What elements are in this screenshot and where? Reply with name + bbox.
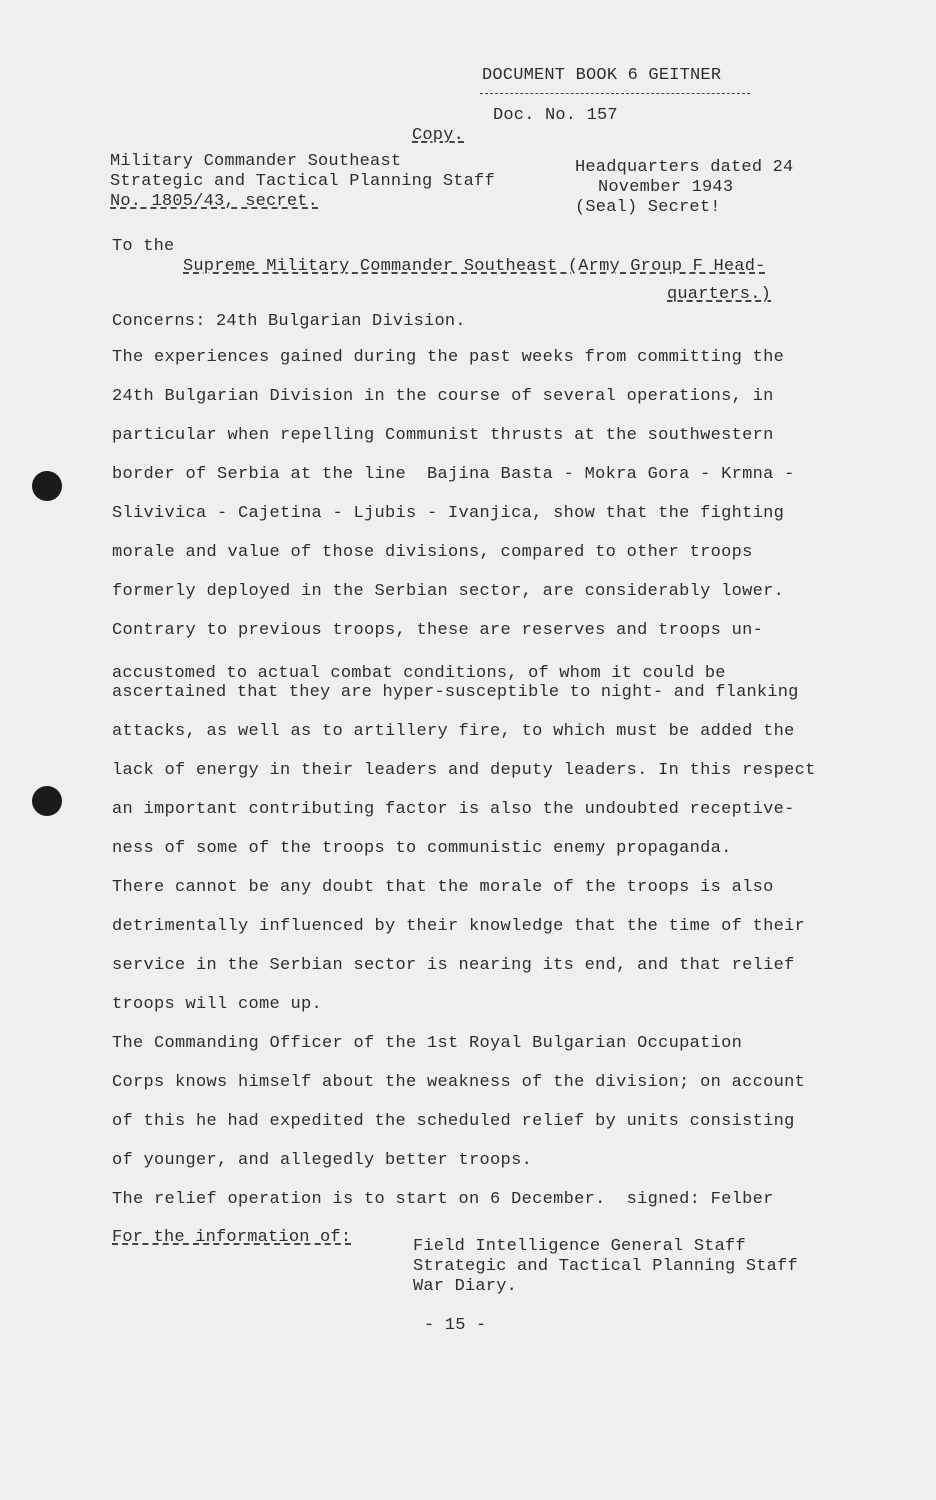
dateline-line-1: Headquarters dated 24 xyxy=(575,158,794,177)
body-line: The experiences gained during the past weeks from committing the xyxy=(112,348,785,367)
sender-line-3: No. 1805/43, secret. xyxy=(110,192,319,211)
body-line: particular when repelling Communist thrusts at the southwestern xyxy=(112,426,774,445)
punch-hole-top xyxy=(32,471,62,501)
sender-line-2: Strategic and Tactical Planning Staff xyxy=(110,172,495,191)
recipient-line-1: Supreme Military Commander Southeast (Army Group F Head- xyxy=(183,257,766,276)
body-paragraph-1 xyxy=(112,338,795,650)
body-line: There cannot be any doubt that the morale of the troops is also xyxy=(112,878,774,897)
body-line: The relief operation is to start on 6 December. signed: Felber xyxy=(112,1190,774,1209)
doc-number: Doc. No. 157 xyxy=(493,106,618,125)
body-line: 24th Bulgarian Division in the course of several operations, in xyxy=(112,387,774,406)
body-line: service in the Serbian sector is nearing its end, and that relief xyxy=(112,956,795,975)
distribution-label: For the information of: xyxy=(112,1228,352,1247)
body-line-tight-2: ascertained that they are hyper-susceptible to night- and flanking xyxy=(112,683,799,702)
body-line: formerly deployed in the Serbian sector, are considerably lower. xyxy=(112,582,785,601)
body-line: Contrary to previous troops, these are reserves and troops un- xyxy=(112,621,764,640)
body-line: of younger, and allegedly better troops. xyxy=(112,1151,533,1170)
body-line: morale and value of those divisions, compared to other troops xyxy=(112,543,753,562)
header-rule xyxy=(480,93,750,94)
body-line: The Commanding Officer of the 1st Royal Bulgarian Occupation xyxy=(112,1034,743,1053)
distribution-line-1: Field Intelligence General Staff xyxy=(413,1237,746,1256)
dateline-line-3: (Seal) Secret! xyxy=(575,198,721,217)
subject-line: Concerns: 24th Bulgarian Division. xyxy=(112,312,466,331)
page-number: - 15 - xyxy=(424,1316,487,1335)
copy-label: Copy. xyxy=(412,126,465,145)
body-line: Slivivica - Cajetina - Ljubis - Ivanjica, show that the fighting xyxy=(112,504,785,523)
body-paragraph-2 xyxy=(112,712,816,1219)
body-line: attacks, as well as to artillery fire, to which must be added the xyxy=(112,722,795,741)
document-book-label: DOCUMENT BOOK 6 GEITNER xyxy=(482,66,722,85)
distribution-line-2: Strategic and Tactical Planning Staff xyxy=(413,1257,798,1276)
body-line: border of Serbia at the line Bajina Basta - Mokra Gora - Krmna - xyxy=(112,465,795,484)
body-line: lack of energy in their leaders and deputy leaders. In this respect xyxy=(112,761,816,780)
body-line: an important contributing factor is also the undoubted receptive- xyxy=(112,800,795,819)
sender-line-1: Military Commander Southeast xyxy=(110,152,402,171)
body-line: detrimentally influenced by their knowledge that the time of their xyxy=(112,917,806,936)
body-line: ness of some of the troops to communistic enemy propaganda. xyxy=(112,839,732,858)
dateline-line-2: November 1943 xyxy=(598,178,734,197)
recipient-to: To the xyxy=(112,237,175,256)
body-line: troops will come up. xyxy=(112,995,323,1014)
body-line: of this he had expedited the scheduled relief by units consisting xyxy=(112,1112,795,1131)
distribution-line-3: War Diary. xyxy=(413,1277,518,1296)
body-line: Corps knows himself about the weakness of the division; on account xyxy=(112,1073,806,1092)
body-line-tight-1: accustomed to actual combat conditions, of whom it could be xyxy=(112,664,726,683)
recipient-line-2: quarters.) xyxy=(667,285,772,304)
punch-hole-bottom xyxy=(32,786,62,816)
